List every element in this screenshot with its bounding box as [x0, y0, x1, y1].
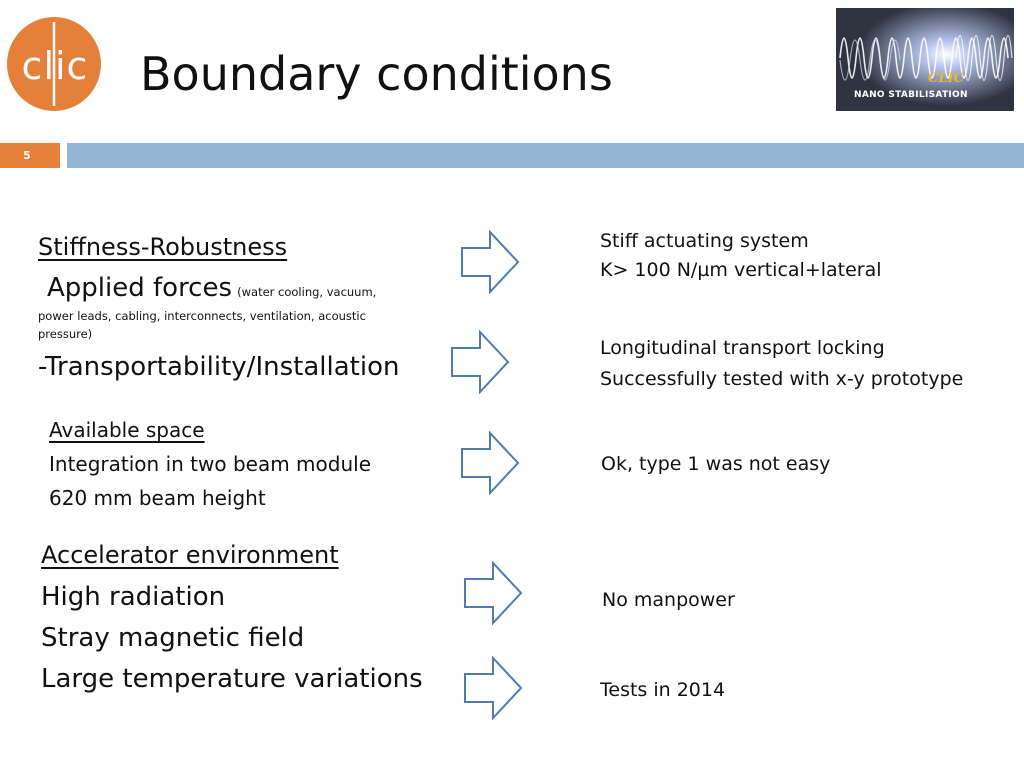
- stiff-line-1: Stiff actuating system: [600, 230, 809, 252]
- transport-line-1: Longitudinal transport locking: [600, 337, 885, 359]
- page-title: Boundary conditions: [140, 47, 613, 101]
- slide-number: [0, 143, 60, 168]
- transport-line-2: Successfully tested with x-y prototype: [600, 368, 964, 390]
- right-arrow-icon: [463, 656, 525, 720]
- transportability-line: -Transportability/Installation: [38, 352, 400, 382]
- temperature-result-line: Tests in 2014: [600, 679, 726, 701]
- banner-clic-text: CLIC: [928, 71, 964, 86]
- radiation-result-line: No manpower: [602, 589, 735, 611]
- nano-stabilisation-banner: [836, 8, 1014, 111]
- applied-forces-note-3: pressure): [38, 327, 93, 341]
- banner-label: NANO STABILISATION: [854, 90, 968, 100]
- space-result-line: Ok, type 1 was not easy: [601, 453, 831, 475]
- accelerator-environment-heading: Accelerator environment: [41, 541, 339, 569]
- space-line-2: 620 mm beam height: [49, 486, 266, 510]
- space-line-1: Integration in two beam module: [49, 452, 371, 476]
- right-arrow-icon: [460, 230, 522, 294]
- header-accent-bar: [67, 143, 1024, 168]
- stiff-line-2: K> 100 N/µm vertical+lateral: [600, 259, 882, 281]
- applied-forces-text: Applied forces: [47, 273, 233, 303]
- clic-logo: [6, 16, 102, 112]
- right-arrow-icon: [463, 561, 525, 625]
- right-arrow-icon: [460, 431, 522, 495]
- slide-number-text: 5: [23, 149, 31, 162]
- applied-forces-note-2: power leads, cabling, interconnects, ventilation, acoustic: [38, 309, 366, 323]
- right-arrow-icon: [450, 330, 512, 394]
- applied-forces-line: [47, 272, 376, 304]
- clic-logo-text: CLIC: [21, 44, 89, 88]
- available-space-heading: Available space: [49, 418, 205, 442]
- applied-forces-note-1: (water cooling, vacuum,: [237, 285, 377, 299]
- stiffness-heading: Stiffness-Robustness: [38, 233, 288, 261]
- env-line-2: Stray magnetic field: [41, 623, 305, 653]
- env-line-1: High radiation: [41, 582, 226, 612]
- env-line-3: Large temperature variations: [41, 664, 423, 694]
